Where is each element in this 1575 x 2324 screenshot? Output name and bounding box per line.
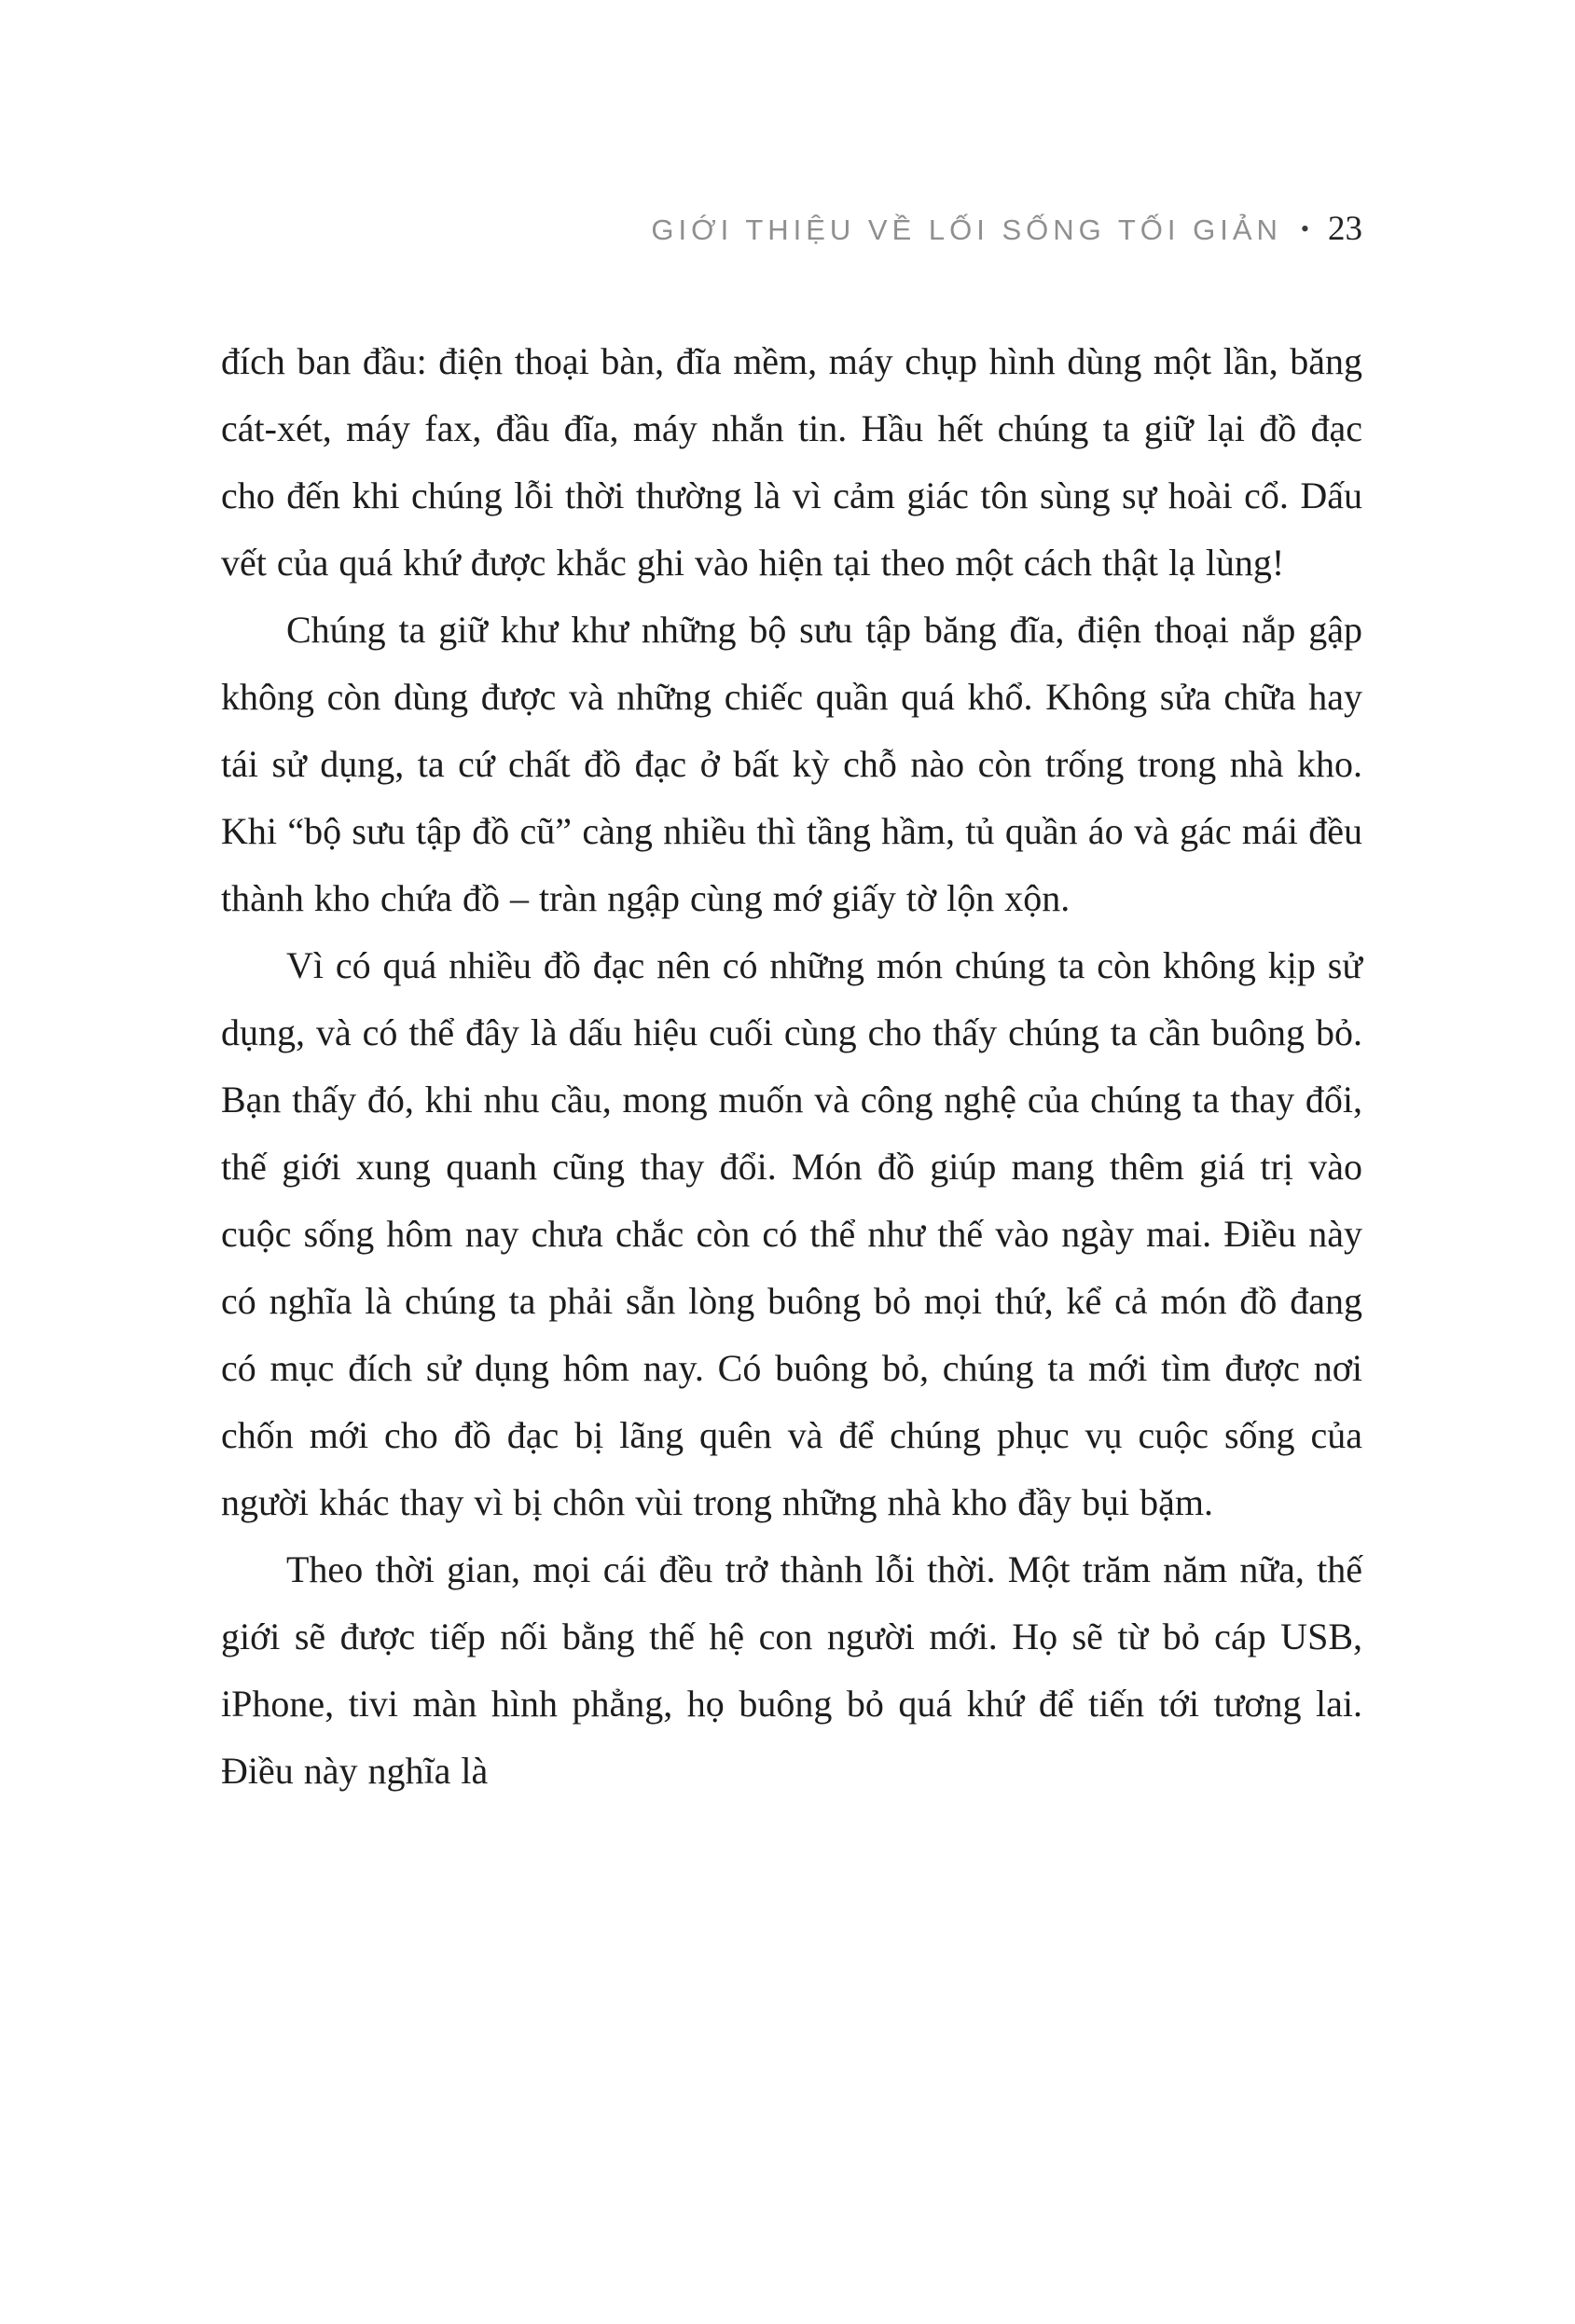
chapter-title: GIỚI THIỆU VỀ LỐI SỐNG TỐI GIẢN [651, 213, 1282, 246]
paragraph: Vì có quá nhiều đồ đạc nên có những món chúng ta còn không kịp sử dụng, và có thể đây là dấu hiệu cuối cùng cho thấy chúng ta cần buông bỏ. Bạn thấy đó, khi nhu cầu, mong muốn và công nghệ của chúng ta thay đổi, thế giới xung quanh cũng thay đổi. Món đồ giúp mang thêm giá trị vào cuộc sống hôm nay chưa chắc còn có thể như thế vào ngày mai. Điều này có nghĩa là chúng ta phải sẵn lòng buông bỏ mọi thứ, kể cả món đồ đang có mục đích sử dụng hôm nay. Có buông bỏ, chúng ta mới tìm được nơi chốn mới cho đồ đạc bị lãng quên và để chúng phục vụ cuộc sống của người khác thay vì bị chôn vùi trong những nhà kho đầy bụi bặm. [221, 944, 1362, 1523]
paragraph: đích ban đầu: điện thoại bàn, đĩa mềm, máy chụp hình dùng một lần, băng cát-xét, máy fax, đầu đĩa, máy nhắn tin. Hầu hết chúng ta giữ lại đồ đạc cho đến khi chúng lỗi thời thường là vì cảm giác tôn sùng sự hoài cổ. Dấu vết của quá khứ được khắc ghi vào hiện tại theo một cách thật lạ lùng! [221, 340, 1362, 584]
header-bullet-separator: • [1300, 215, 1309, 242]
running-header [221, 209, 1362, 249]
paragraph: Chúng ta giữ khư khư những bộ sưu tập băng đĩa, điện thoại nắp gập không còn dùng được và những chiếc quần quá khổ. Không sửa chữa hay tái sử dụng, ta cứ chất đồ đạc ở bất kỳ chỗ nào còn trống trong nhà kho. Khi “bộ sưu tập đồ cũ” càng nhiều thì tầng hầm, tủ quần áo và gác mái đều thành kho chứa đồ – tràn ngập cùng mớ giấy tờ lộn xộn. [221, 609, 1362, 919]
page-number: 23 [1328, 210, 1362, 248]
body-text [221, 328, 1362, 1805]
paragraph: Theo thời gian, mọi cái đều trở thành lỗi thời. Một trăm năm nữa, thế giới sẽ được tiếp nối bằng thế hệ con người mới. Họ sẽ từ bỏ cáp USB, iPhone, tivi màn hình phẳng, họ buông bỏ quá khứ để tiến tới tương lai. Điều này nghĩa là [221, 1548, 1362, 1792]
